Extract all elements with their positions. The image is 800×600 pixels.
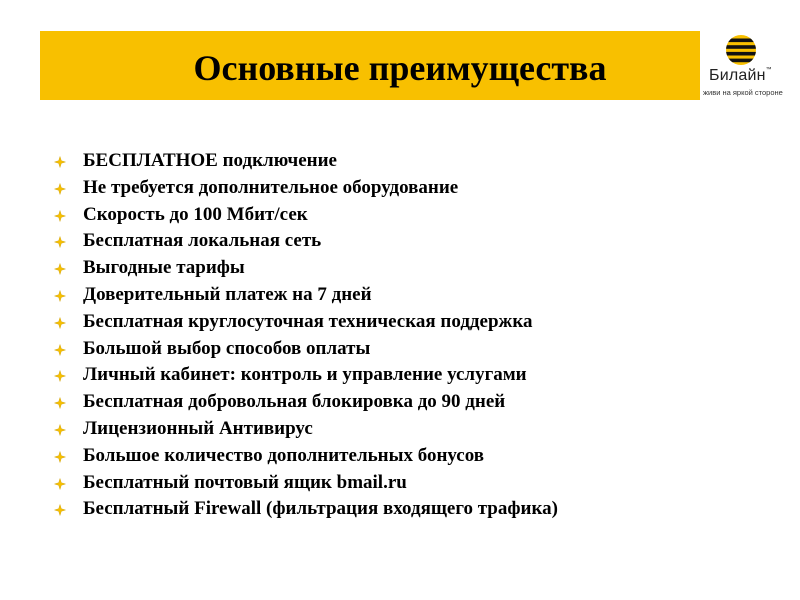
- diamond-star-bullet-icon: [54, 424, 66, 436]
- diamond-star-bullet-icon: [54, 317, 66, 329]
- diamond-star-bullet-icon: [54, 344, 66, 356]
- feature-text: Бесплатная круглосуточная техническая поддержка: [83, 310, 533, 332]
- diamond-star-bullet-icon: [54, 263, 66, 275]
- feature-text: Скорость до 100 Мбит/сек: [83, 203, 308, 225]
- feature-text: Бесплатная добровольная блокировка до 90 дней: [83, 391, 506, 413]
- feature-text: Выгодные тарифы: [83, 257, 245, 279]
- feature-text: Личный кабинет: контроль и управление услугами: [83, 364, 527, 386]
- feature-item: [54, 282, 558, 309]
- feature-text: Доверительный платеж на 7 дней: [83, 283, 372, 305]
- beeline-logo: [703, 34, 783, 100]
- diamond-star-bullet-icon: [54, 504, 66, 516]
- features-list: [54, 148, 558, 523]
- logo-slogan: живи на яркой стороне: [703, 88, 783, 97]
- feature-item: [54, 443, 558, 470]
- beeline-striped-ball-icon: [725, 34, 757, 66]
- feature-item: [54, 416, 558, 443]
- feature-item: [54, 362, 558, 389]
- feature-text: Не требуется дополнительное оборудование: [83, 176, 459, 198]
- feature-item: [54, 496, 558, 523]
- slide-title: Основные преимущества: [193, 48, 607, 88]
- feature-text: Бесплатный почтовый ящик bmail.ru: [83, 471, 407, 493]
- feature-item: [54, 470, 558, 497]
- diamond-star-bullet-icon: [54, 290, 66, 302]
- feature-text: Большое количество дополнительных бонусов: [83, 444, 485, 466]
- diamond-star-bullet-icon: [54, 183, 66, 195]
- feature-item: [54, 309, 558, 336]
- feature-text: Бесплатный Firewall (фильтрация входящего трафика): [83, 498, 558, 520]
- diamond-star-bullet-icon: [54, 210, 66, 222]
- feature-item: [54, 389, 558, 416]
- diamond-star-bullet-icon: [54, 236, 66, 248]
- feature-item: [54, 175, 558, 202]
- title-bar: [40, 31, 700, 100]
- diamond-star-bullet-icon: [54, 156, 66, 168]
- feature-item: [54, 202, 558, 229]
- feature-item: [54, 336, 558, 363]
- diamond-star-bullet-icon: [54, 370, 66, 382]
- diamond-star-bullet-icon: [54, 397, 66, 409]
- diamond-star-bullet-icon: [54, 451, 66, 463]
- diamond-star-bullet-icon: [54, 478, 66, 490]
- feature-item: [54, 228, 558, 255]
- logo-wordmark: Билайн™: [709, 67, 772, 84]
- feature-item: [54, 148, 558, 175]
- feature-text: Лицензионный Антивирус: [83, 417, 313, 439]
- feature-text: Большой выбор способов оплаты: [83, 337, 371, 359]
- feature-text: Бесплатная локальная сеть: [83, 230, 322, 252]
- feature-item: [54, 255, 558, 282]
- feature-text: БЕСПЛАТНОЕ подключение: [83, 150, 337, 171]
